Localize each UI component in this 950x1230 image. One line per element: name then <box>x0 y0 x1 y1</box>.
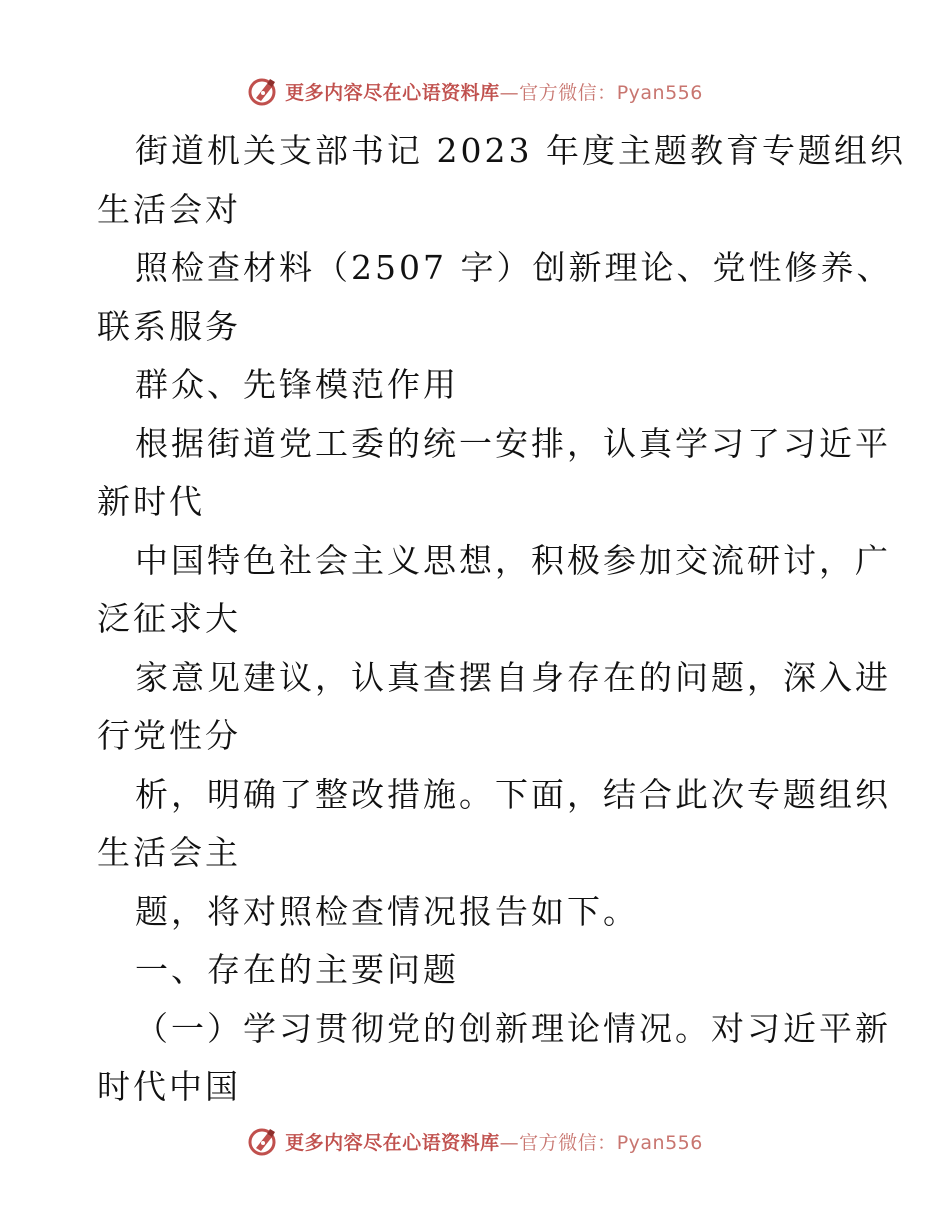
text-line: 题，将对照检查情况报告如下。 <box>135 891 639 931</box>
header-watermark <box>0 71 950 111</box>
watermark-wechat-id: Pyan556 <box>616 81 703 104</box>
text-line: 根据街道党工委的统一安排，认真学习了习近平 <box>135 423 891 463</box>
pen-nib-circle-icon <box>247 1125 279 1157</box>
watermark-text <box>285 78 703 105</box>
watermark-site: 更多内容尽在心语资料库 <box>285 1131 500 1154</box>
text-line: 析，明确了整改措施。下面，结合此次专题组织 <box>135 774 891 814</box>
text-line: 街道机关支部书记 2023 年度主题教育专题组织 <box>135 131 906 170</box>
pen-nib-circle-icon <box>247 75 279 107</box>
watermark-dash: — <box>499 81 520 104</box>
text-line: 时代中国 <box>97 1067 241 1106</box>
section-heading: 一、存在的主要问题 <box>135 950 459 989</box>
watermark-text <box>285 1128 703 1155</box>
text-line: 行党性分 <box>97 716 241 755</box>
text-line: （一）学习贯彻党的创新理论情况。对习近平新 <box>135 1008 891 1048</box>
watermark-wechat-label: 官方微信： <box>519 1131 617 1154</box>
text-line: 照检查材料（2507 字）创新理论、党性修养、 <box>135 248 893 287</box>
text-line: 生活会主 <box>97 833 241 872</box>
watermark-wechat-id: Pyan556 <box>616 1131 703 1154</box>
watermark-wechat-label: 官方微信： <box>519 81 617 104</box>
text-line: 联系服务 <box>97 306 241 346</box>
text-line: 中国特色社会主义思想，积极参加交流研讨，广 <box>135 540 891 580</box>
watermark-site: 更多内容尽在心语资料库 <box>285 81 500 104</box>
text-line: 家意见建议，认真查摆自身存在的问题，深入进 <box>135 657 891 697</box>
footer-watermark <box>0 1121 950 1161</box>
text-line: 生活会对 <box>97 189 241 229</box>
text-line: 新时代 <box>97 482 205 521</box>
document-body <box>97 122 906 1117</box>
watermark-dash: — <box>499 1131 520 1154</box>
watermark-group <box>247 1125 703 1157</box>
text-line: 群众、先锋模范作用 <box>135 365 459 404</box>
watermark-group <box>247 75 703 107</box>
text-line: 泛征求大 <box>97 599 241 638</box>
